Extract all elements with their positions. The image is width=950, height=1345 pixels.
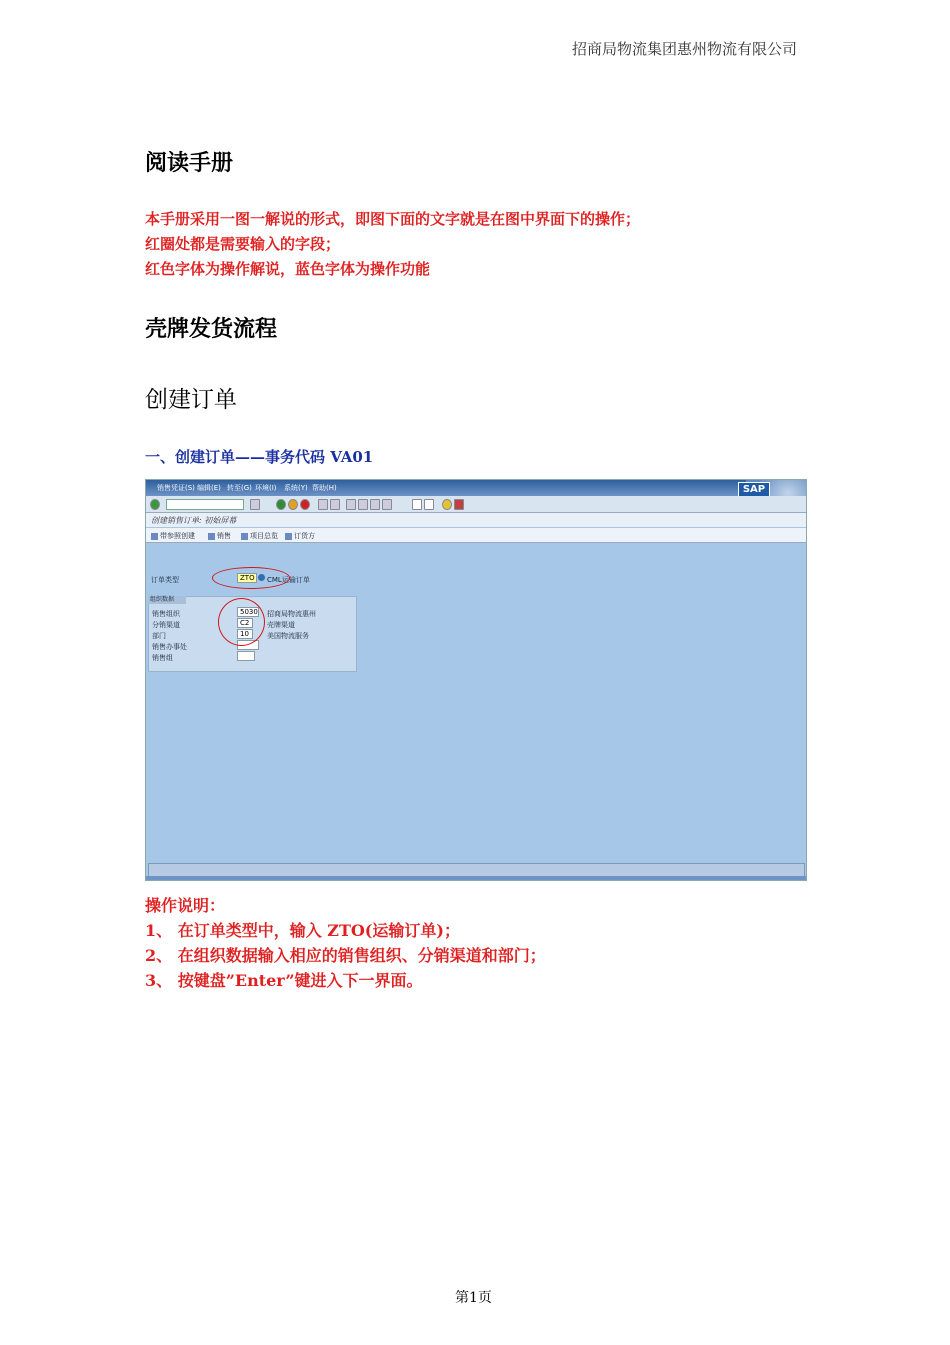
note-line-1: 本手册采用一图一解说的形式，即图下面的文字就是在图中界面下的操作； <box>145 210 641 228</box>
sap-toolbar <box>146 496 806 513</box>
sap-screenshot <box>145 479 807 881</box>
prev-page-icon[interactable] <box>358 499 368 510</box>
person-icon <box>208 533 215 540</box>
order-type-input[interactable]: ZTO <box>237 573 257 583</box>
page-number: 第1页 <box>455 1290 492 1306</box>
create-order-heading: 创建订单 <box>145 387 237 413</box>
sales-group-input[interactable] <box>237 651 255 661</box>
step-title: 一、创建订单——事务代码 VA01 <box>145 448 374 466</box>
division-description: 美国物流服务 <box>267 632 309 640</box>
sales-org-input[interactable]: 5030 <box>237 607 259 617</box>
button-label: 带参照创建 <box>160 532 195 540</box>
sap-menu-item[interactable]: 转至(G) <box>227 484 252 492</box>
order-type-label: 订单类型 <box>151 576 179 584</box>
reading-manual-heading: 阅读手册 <box>145 151 234 176</box>
distribution-channel-description: 壳牌渠道 <box>267 621 295 629</box>
sap-status-bar <box>146 876 806 880</box>
sap-menu-item[interactable]: 帮助(H) <box>312 484 337 492</box>
button-label: 销售 <box>217 532 231 540</box>
back-icon[interactable] <box>276 499 286 510</box>
enter-icon[interactable] <box>150 499 160 510</box>
instruction-item-1: 1、 在订单类型中，输入 ZTO(运输订单)； <box>145 921 460 940</box>
create-with-reference-button[interactable] <box>151 531 195 541</box>
last-page-icon[interactable] <box>382 499 392 510</box>
next-page-icon[interactable] <box>370 499 380 510</box>
sales-office-label: 销售办事处 <box>152 643 187 651</box>
layout-icon[interactable] <box>454 499 464 510</box>
person-icon <box>285 533 292 540</box>
button-label: 订货方 <box>294 532 315 540</box>
sap-status-area <box>148 863 805 877</box>
order-type-description: CML运输订单 <box>267 576 310 584</box>
save-icon[interactable] <box>250 499 260 510</box>
sap-screen-title: 创建销售订单: 初始屏幕 <box>151 516 237 525</box>
note-line-2: 红圈处都是需要输入的字段； <box>145 235 341 253</box>
division-label: 部门 <box>152 632 166 640</box>
person-icon <box>241 533 248 540</box>
sap-logo: SAP <box>738 482 770 498</box>
instruction-item-3: 3、 按键盘”Enter”键进入下一界面。 <box>145 971 423 990</box>
instruction-item-2: 2、 在组织数据输入相应的销售组织、分销渠道和部门； <box>145 946 546 965</box>
exit-icon[interactable] <box>288 499 298 510</box>
shortcut-icon[interactable] <box>424 499 434 510</box>
button-label: 项目总览 <box>250 532 278 540</box>
sales-button[interactable] <box>208 531 231 541</box>
red-circle-annotation <box>212 567 290 589</box>
print-icon[interactable] <box>318 499 328 510</box>
org-data-title: 组织数据 <box>148 596 186 604</box>
process-heading: 壳牌发货流程 <box>145 317 278 342</box>
distribution-channel-label: 分销渠道 <box>152 621 180 629</box>
distribution-channel-input[interactable]: C2 <box>237 618 253 628</box>
sap-menu-item[interactable]: 系统(Y) <box>284 484 308 492</box>
find-icon[interactable] <box>330 499 340 510</box>
company-header: 招商局物流集团惠州物流有限公司 <box>572 40 798 58</box>
sales-org-description: 招商局物流惠州 <box>267 610 316 618</box>
command-field[interactable] <box>166 499 244 510</box>
red-circle-annotation <box>218 598 265 646</box>
sap-titlebar <box>146 513 806 527</box>
sap-menu-item[interactable]: 销售凭证(S) <box>157 484 195 492</box>
division-input[interactable]: 10 <box>237 629 253 639</box>
instructions-title: 操作说明： <box>145 896 226 915</box>
sap-menu-item[interactable]: 编辑(E) <box>197 484 221 492</box>
sold-to-party-button[interactable] <box>285 531 315 541</box>
document-icon <box>151 533 158 540</box>
sales-group-label: 销售组 <box>152 654 173 662</box>
new-session-icon[interactable] <box>412 499 422 510</box>
sales-org-label: 销售组织 <box>152 610 180 618</box>
first-page-icon[interactable] <box>346 499 356 510</box>
sap-menu-item[interactable]: 环境(I) <box>255 484 277 492</box>
item-overview-button[interactable] <box>241 531 278 541</box>
cancel-icon[interactable] <box>300 499 310 510</box>
note-line-3: 红色字体为操作解说，蓝色字体为操作功能 <box>145 260 431 278</box>
help-icon[interactable] <box>442 499 452 510</box>
